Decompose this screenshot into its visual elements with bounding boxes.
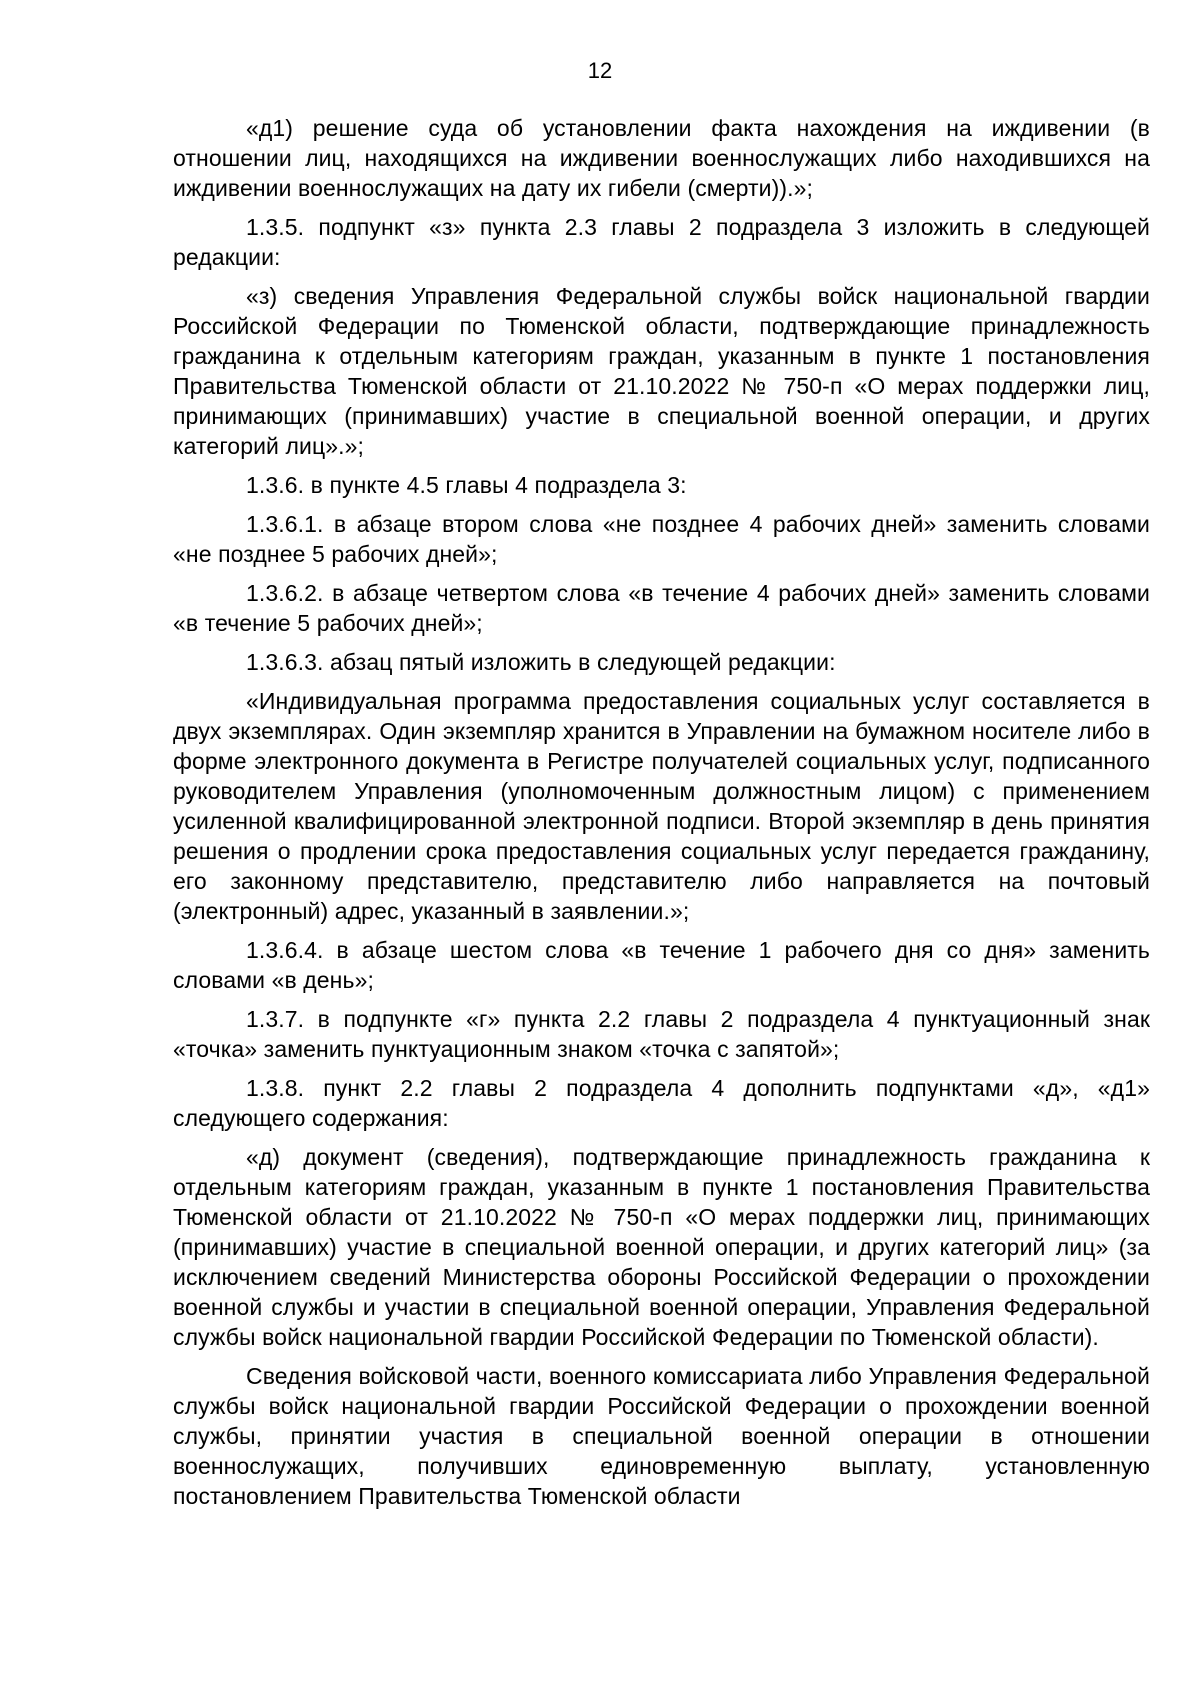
paragraph-1-3-8: 1.3.8. пункт 2.2 главы 2 подраздела 4 дополнить подпунктами «д», «д1» следующего содержания: <box>173 1075 1150 1131</box>
document-body <box>173 113 1150 1520</box>
paragraph-individual-program: «Индивидуальная программа предоставления социальных услуг составляется в двух экземплярах. Один экземпляр хранится в Управлении на бумажном носителе либо в форме электронного документа в Регистре получателей социальных услуг, подписанного руководителем Управления (уполномоченным должностным лицом) с применением усиленной квалифицированной электронной подписи. Второй экземпляр в день принятия решения о продлении срока предоставления социальных услуг передается гражданину, его законному представителю, представителю либо направляется на почтовый (электронный) адрес, указанный в заявлении.»; <box>173 688 1150 924</box>
paragraph-1-3-6-4: 1.3.6.4. в абзаце шестом слова «в течение 1 рабочего дня со дня» заменить словами «в день»; <box>173 937 1150 993</box>
paragraph-1-3-6-1: 1.3.6.1. в абзаце втором слова «не позднее 4 рабочих дней» заменить словами «не позднее 5 рабочих дней»; <box>173 511 1150 567</box>
paragraph-1-3-5: 1.3.5. подпункт «з» пункта 2.3 главы 2 подраздела 3 изложить в следующей редакции: <box>173 214 1150 270</box>
paragraph-1-3-6-3: 1.3.6.3. абзац пятый изложить в следующей редакции: <box>246 649 836 675</box>
paragraph-military-unit-info: Сведения войсковой части, военного комиссариата либо Управления Федеральной службы войск национальной гвардии Российской Федерации о прохождении военной службы, принятии участия в специальной военной операции в отношении военнослужащих, получивших единовременную выплату, установленную постановлением Правительства Тюменской области <box>173 1363 1150 1509</box>
paragraph-1-3-6: 1.3.6. в пункте 4.5 главы 4 подраздела 3: <box>246 472 687 498</box>
paragraph-z-rosgvardia-info: «з) сведения Управления Федеральной службы войск национальной гвардии Российской Федерации по Тюменской области, подтверждающие принадлежность гражданина к отдельным категориям граждан, указанным в пункте 1 постановления Правительства Тюменской области от 21.10.2022 № 750-п «О мерах поддержки лиц, принимающих (принимавших) участие в специальной военной операции, и других категорий лиц».»; <box>173 283 1150 459</box>
paragraph-1-3-6-2: 1.3.6.2. в абзаце четвертом слова «в течение 4 рабочих дней» заменить словами «в течение 5 рабочих дней»; <box>173 580 1150 636</box>
page-number: 12 <box>587 58 613 83</box>
paragraph-1-3-7: 1.3.7. в подпункте «г» пункта 2.2 главы 2 подраздела 4 пунктуационный знак «точка» заменить пунктуационным знаком «точка с запятой»; <box>173 1006 1150 1062</box>
paragraph-d-document: «д) документ (сведения), подтверждающие принадлежность гражданина к отдельным категориям граждан, указанным в пункте 1 постановления Правительства Тюменской области от 21.10.2022 № 750-п «О мерах поддержки лиц, принимающих (принимавших) участие в специальной военной операции, и других категорий лиц» (за исключением сведений Министерства обороны Российской Федерации о прохождении военной службы и участии в специальной военной операции, Управления Федеральной службы войск национальной гвардии Российской Федерации по Тюменской области). <box>173 1144 1150 1350</box>
paragraph-d1-court-decision: «д1) решение суда об установлении факта нахождения на иждивении (в отношении лиц, находящихся на иждивении военнослужащих либо находившихся на иждивении военнослужащих на дату их гибели (смерти)).»; <box>173 115 1150 201</box>
